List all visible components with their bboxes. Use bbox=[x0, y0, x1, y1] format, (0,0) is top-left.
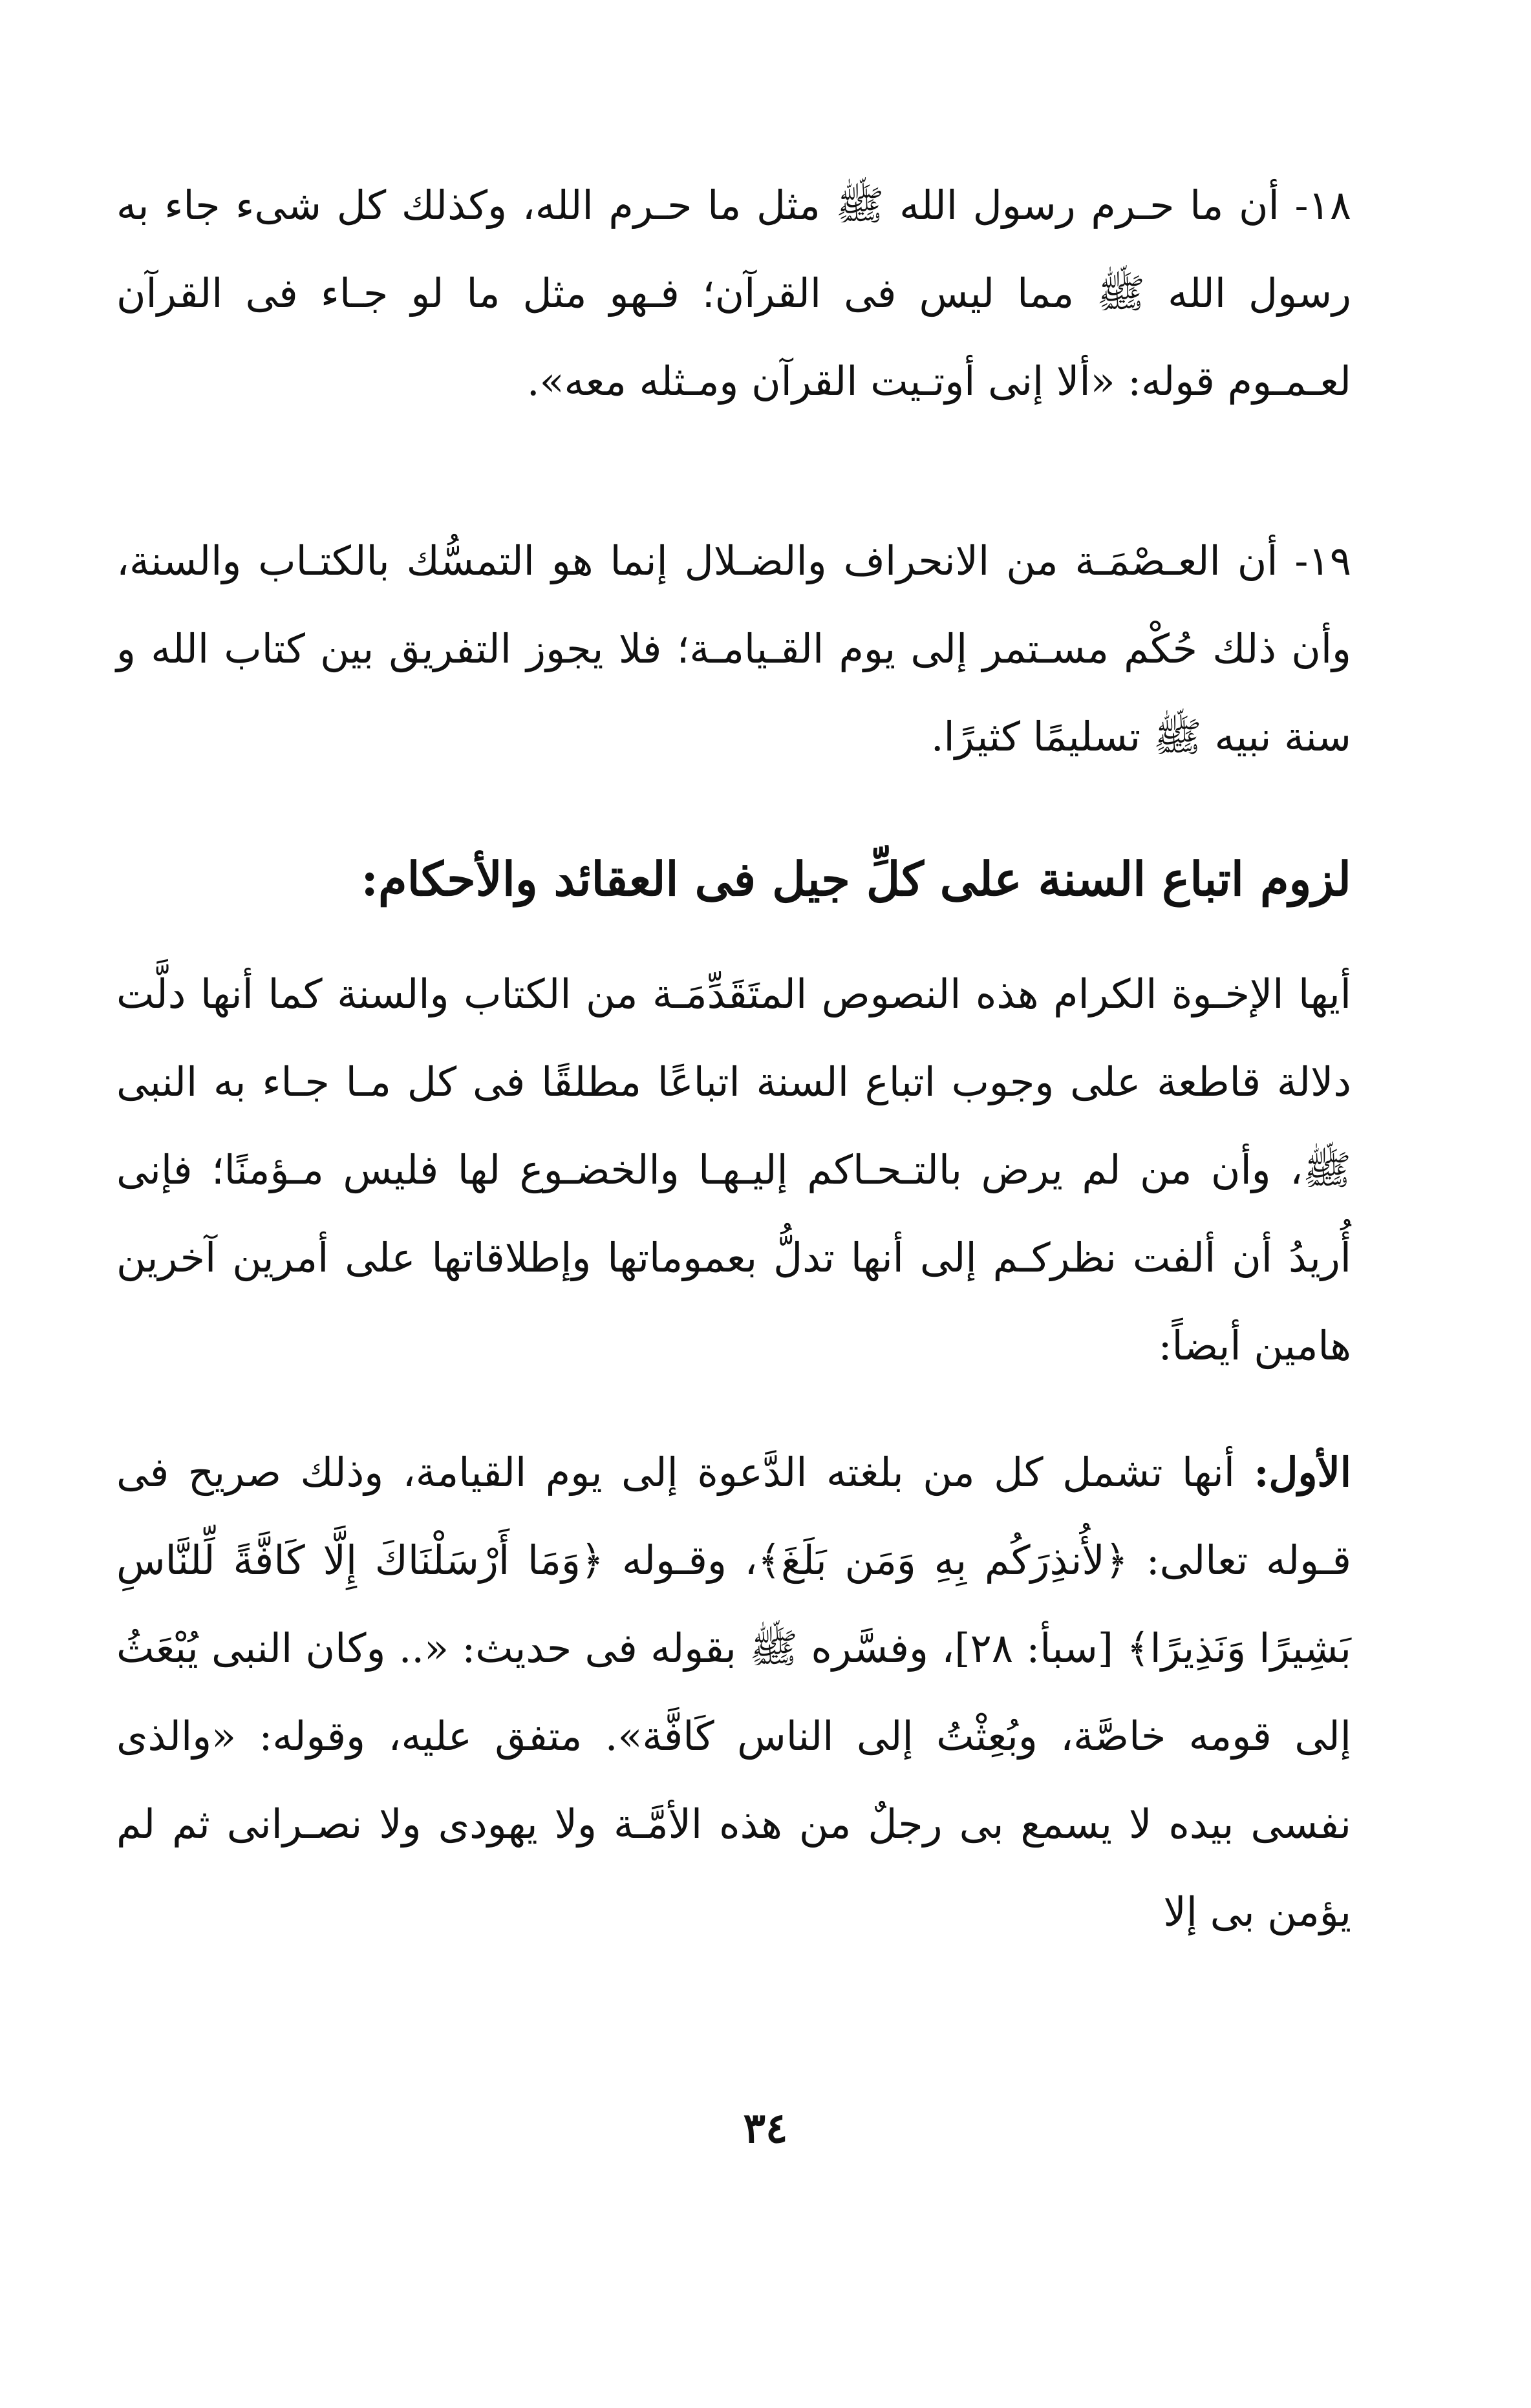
intro-paragraph: أيها الإخـوة الكرام هذه النصوص المتَقَدِّمَـة من الكتاب والسنة كما أنها دلَّت دلالة قاطعة على وجوب اتباع السنة اتباعًا مطلقًا فى كل مـا جـاء به النبى ﷺ، وأن من لم يرض بالتـحـاكم إليـهـا والخضـوع لها فليس مـؤمنًا؛ فإنى أُريدُ أن ألفت نظركـم إلى أنها تدلُّ بعموماتها وإطلاقاتها على أمرين آخرين هامين أيضاً: bbox=[116, 970, 1351, 1369]
first-point-text: أنها تشمل كل من بلغته الدَّعوة إلى يوم القيامة، وذلك صريح فى قـوله تعالى: ﴿لأُنذِرَكُم بِهِ وَمَن بَلَغَ﴾، وقـوله ﴿وَمَا أَرْسَلْنَاكَ إِلَّا كَافَّةً لِّلنَّاسِ بَشِيرًا وَنَذِيرًا﴾ [سبأ: ٢٨]، وفسَّره ﷺ بقوله فى حديث: «.. وكان النبى يُبْعَثُ إلى قومه خاصَّة، وبُعِثْتُ إلى الناس كَافَّة». متفق عليه، وقوله: «والذى نفسى بيده لا يسمع بى رجلٌ من هذه الأمَّـة ولا يهودى ولا نصـرانى ثم لم يؤمن بى إلا bbox=[116, 1449, 1351, 1935]
paragraph-19: ١٩- أن العـصْمَـة من الانحراف والضـلال إنما هو التمسُّك بالكتـاب والسنة، وأن ذلك حُكْم مسـتمر إلى يوم القـيامـة؛ فلا يجوز التفريق بين كتاب الله و سنة نبيه ﷺ تسليمًا كثيرًا. bbox=[116, 537, 1351, 760]
first-point-label: الأول: bbox=[1254, 1449, 1351, 1496]
first-point-paragraph bbox=[116, 1429, 1351, 1956]
paragraph-18: ١٨- أن ما حـرم رسول الله ﷺ مثل ما حـرم الله، وكذلك كل شىء جاء به رسول الله ﷺ مما ليس فى القرآن؛ فـهو مثل ما لو جـاء فى القرآن لعـمـوم قوله: «ألا إنى أوتـيت القرآن ومـثله معه». bbox=[116, 182, 1351, 405]
section-heading: لزوم اتباع السنة على كلِّ جيل فى العقائد والأحكام: bbox=[361, 851, 1351, 906]
page-number: ٣٤ bbox=[743, 2104, 788, 2153]
